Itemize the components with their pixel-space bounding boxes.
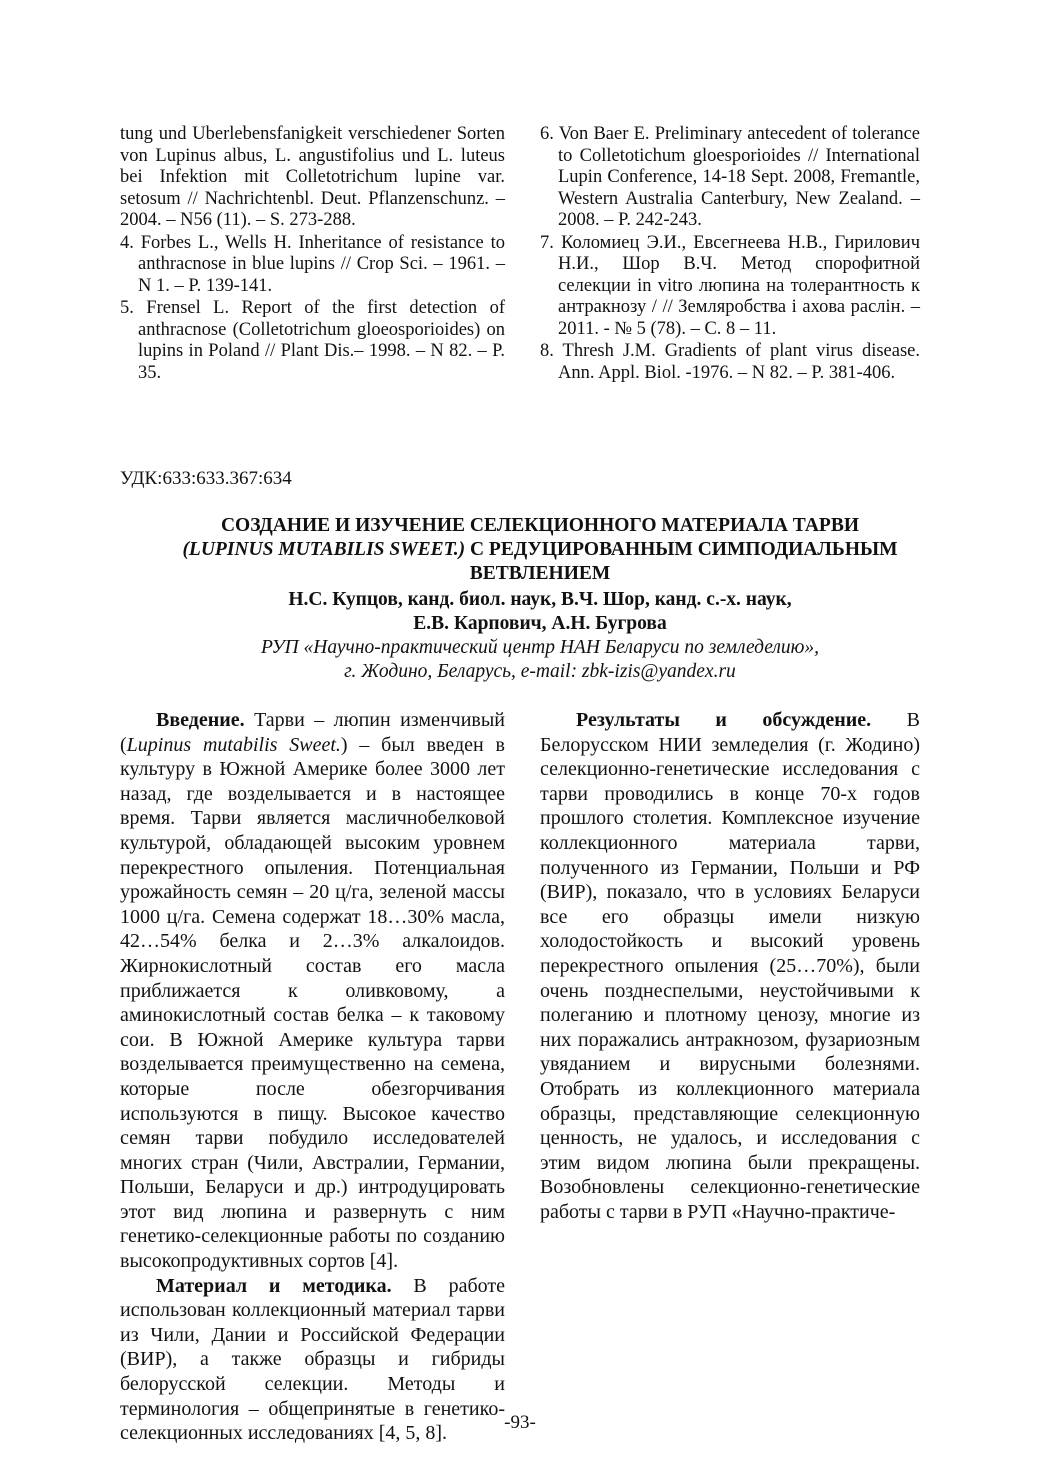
results-paragraph: [540, 708, 920, 1224]
intro-latin-name: Lupinus mutabilis Sweet.: [126, 733, 341, 756]
introduction-heading: Введение.: [156, 709, 245, 731]
references-right-column: [540, 124, 920, 385]
methods-text: В работе использован коллекционный материал тарви из Чили, Дании и Российской Федерации (ВИР), а также образцы и гибриды белорусской селекции. Методы и терминология – общепринятые в генетико-селекционных исследованиях [4, 5, 8].: [120, 1274, 505, 1445]
reference-item: 6. Von Baer E. Preliminary antecedent of tolerance to Colletotichum gloesporioides // International Lupin Conference, 14-18 Sept. 2008, Fremantle, Western Australia Canterbury, New Zealand. – 2008. – P. 242-243.: [540, 124, 920, 230]
article-title-line-3: ВЕТВЛЕНИЕМ: [469, 563, 611, 584]
introduction-paragraph: [120, 708, 505, 1274]
affiliation-line-1: РУП «Научно-практический центр НАН Беларуси по земледелию»,: [260, 637, 820, 658]
reference-item: 8. Thresh J.M. Gradients of plant virus disease. Ann. Appl. Biol. -1976. – N 82. – P. 381-406.: [540, 341, 920, 383]
authors-line-1: Н.С. Купцов, канд. биол. наук, В.Ч. Шор, канд. с.-х. наук,: [288, 589, 792, 610]
title-latin-name: (LUPINUS MUTABILIS SWEET.): [182, 539, 466, 560]
body-right-column: [540, 708, 920, 1224]
results-text: В Белорусском НИИ земледелия (г. Жодино) селекционно-генетические исследования с тарви проводились в конце 70-х годов прошлого столетия. Комплексное изучение коллекционного материала тарви, полученного из Германии, Польши и РФ (ВИР), показало, что в условиях Беларуси все его образцы имели низкую холодостойкость и высокий уровень перекрестного опыления (25…70%), были очень позднеспелыми, неустойчивыми к полеганию и плотному ценозу, многие из них поражались антракнозом, фузариозным увяданием и вирусными болезнями. Отобрать из коллекционного материала образцы, представляющие селекционную ценность, не удалось, и исследования с этим видом люпина были прекращены. Возобновлены селекционно-генетические работы с тарви в РУП «Научно-практиче-: [540, 709, 920, 1223]
article-title-line-2: [110, 538, 970, 562]
reference-item: 5. Frensel L. Report of the first detection of anthracnose (Colletotrichum gloeosporioides) on lupins in Poland // Plant Dis.– 1998. – N 82. – P. 35.: [120, 298, 505, 383]
article-header: [110, 514, 970, 684]
intro-text-b: ) – был введен в культуру в Южной Америке более 3000 лет назад, где возделывается и в настоящее время. Тарви является масличнобелковой культурой, обладающей высоким уровнем перекрестного опыления. Потенциальная урожайность семян – 20 ц/га, зеленой массы 1000 ц/га. Семена содержат 18…30% масла, 42…54% белка и 2…3% алкалоидов. Жирнокислотный состав его масла приближается к оливковому, а аминокислотный состав белка – к таковому сои. В Южной Америке культура тарви возделывается преимущественно на семена, которые после обезгорчивания используются в пищу. Высокое качество семян тарви побудило исследователей многих стран (Чили, Австралии, Германии, Польши, Беларуси и др.) интродуцировать этот вид люпина и развернуть с ним генетико-селекционные работы по созданию высокопродуктивных сортов [4].: [120, 733, 505, 1273]
article-title-line-1: СОЗДАНИЕ И ИЗУЧЕНИЕ СЕЛЕКЦИОННОГО МАТЕРИАЛА ТАРВИ: [220, 515, 860, 536]
results-heading: Результаты и обсуждение.: [576, 709, 872, 731]
title-line-2-rest: С РЕДУЦИРОВАННЫМ СИМПОДИАЛЬНЫМ: [465, 539, 898, 560]
references-left-column: [120, 124, 505, 385]
reference-item: 7. Коломиец Э.И., Евсегнеева Н.В., Гирилович Н.И., Шор В.Ч. Метод спорофитной селекции in vitro люпина на толерантность к антракнозу / // Земляробства і ахова раслін. – 2011. - № 5 (78). – С. 8 – 11.: [540, 232, 920, 339]
page-number: -93-: [504, 1412, 536, 1433]
affiliation-line-2: г. Жодино, Беларусь, e-mail: zbk-izis@yandex.ru: [344, 661, 736, 682]
authors-line-2: Е.В. Карпович, А.Н. Бугрова: [413, 613, 667, 634]
udc-code: УДК:633:633.367:634: [120, 468, 292, 489]
intro-text-a: Тарви – люпин изменчивый (: [120, 709, 505, 756]
reference-item: tung und Uberlebensfanigkeit verschiedener Sorten von Lupinus albus, L. angustifolius und L. luteus bei Infektion mit Colletotrichum lupine var. setosum // Nachrichtenbl. Deut. Pflanzenschunz. – 2004. – N56 (11). – S. 273-288.: [120, 124, 505, 230]
methods-heading: Материал и методика.: [156, 1274, 392, 1297]
reference-item: 4. Forbes L., Wells H. Inheritance of resistance to anthracnose in blue lupins // Crop Sci. – 1961. – N 1. – P. 139-141.: [120, 232, 505, 296]
body-left-column: [120, 708, 505, 1446]
